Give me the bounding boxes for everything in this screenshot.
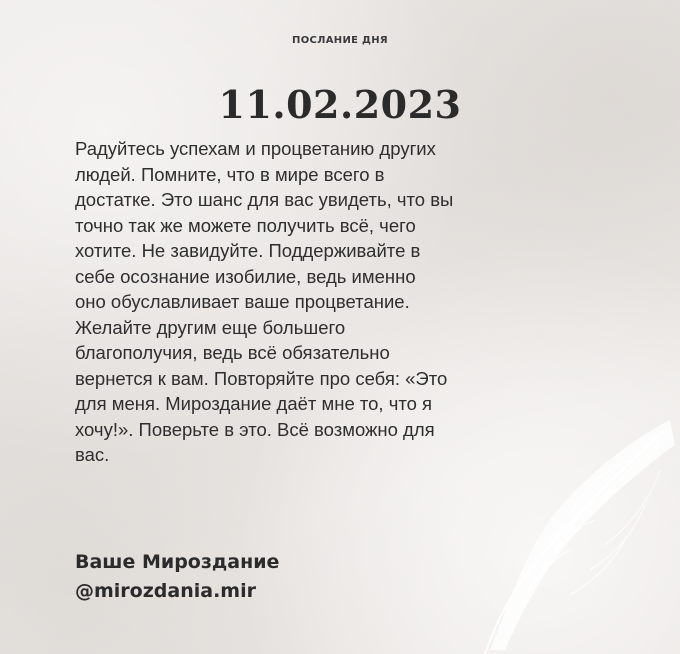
message-body <box>75 136 600 468</box>
signature-block <box>75 548 279 606</box>
message-line: вернется к вам. Повторяйте про себя: «Это <box>75 367 448 389</box>
message-line: достатке. Это шанс для вас увидеть, что вы <box>75 189 454 210</box>
message-line: людей. Помните, что в мире всего в <box>75 163 385 185</box>
post-date: 11.02.2023 <box>218 82 462 127</box>
message-line: вас. <box>75 444 110 465</box>
message-line: для меня. Мироздание даёт мне то, что я <box>75 393 433 414</box>
message-of-the-day-label: ПОСЛАНИЕ ДНЯ <box>292 35 388 46</box>
message-line: Желайте другим еще большего <box>75 316 346 338</box>
message-line: хотите. Не завидуйте. Поддерживайте в <box>75 240 421 261</box>
message-line: точно так же можете получить всё, чего <box>75 214 416 236</box>
signature-name: Ваше Мироздание <box>75 551 280 573</box>
message-line: хочу!». Поверьте в это. Всё возможно для <box>75 418 435 440</box>
message-line: оно обуславливает ваше процветание. <box>75 291 410 312</box>
message-line: Радуйтесь успехам и процветанию других <box>75 138 436 159</box>
account-handle: @mirozdania.mir <box>75 580 256 602</box>
message-line: себе осознание изобилие, ведь именно <box>75 265 416 287</box>
message-line: благополучия, ведь всё обязательно <box>75 342 390 363</box>
